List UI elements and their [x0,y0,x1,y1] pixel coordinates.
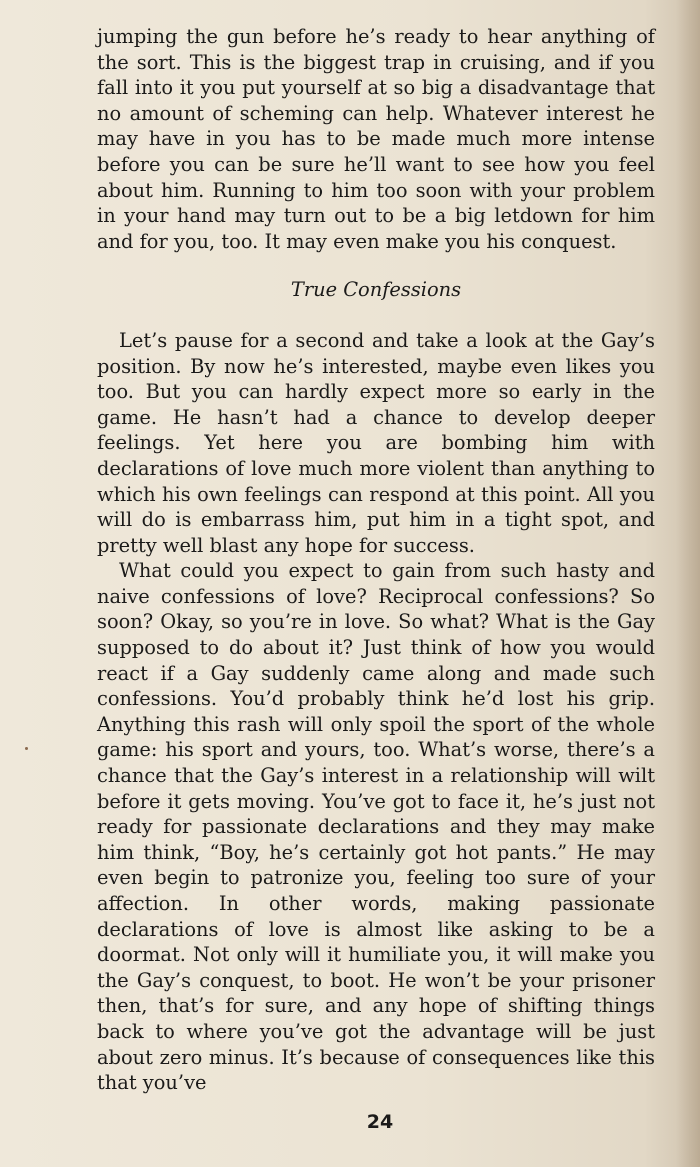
section-heading: True Confessions [290,278,462,302]
paragraph-continued: jumping the gun before he’s ready to hear anything of the sort. This is the biggest trap in cruising, and if you fall into it you put yourself at so big a disadvantage that no amount of scheming can help. Whatever interest he may have in you has to be made much more intense before you can be sure he’ll want to see how you feel about him. Running to him too soon with your problem in your hand may turn out to be a big letdown for him and for you, too. It may even make you his conquest. [97,25,655,253]
body-text [97,24,655,1096]
page-edge-shadow [676,0,700,1167]
page-number: 24 [366,1111,394,1133]
paper-speck [25,747,28,750]
paragraph: Let’s pause for a second and take a look at the Gay’s position. By now he’s interested, maybe even likes you too. But you can hardly expect more so early in the game. He hasn’t had a chance to develop deeper feelings. Yet here you are bombing him with declarations of love much more violent than anything to which his own feelings can respond at this point. All you will do is embarrass him, put him in a tight spot, and pretty well blast any hope for success. [97,328,655,557]
paragraph: What could you expect to gain from such hasty and naive confessions of love? Reciprocal confessions? So soon? Okay, so you’re in love. So what? What is the Gay supposed to do about it? Just think of how you would react if a Gay suddenly came along and made such confessions. You’d probably think he’d lost his grip. Anything this rash will only spoil the sport of the whole game: his sport and yours, too. What’s worse, there’s a chance that the Gay’s interest in a relationship will wilt before it gets moving. You’ve got to face it, he’s just not ready for passionate declarations and they may make him think, “Boy, he’s certainly got hot pants.” He may even begin to patronize you, feeling too sure of your affection. In other words, making passionate declarations of love is almost like asking to be a doormat. Not only will it humiliate you, it will make you the Gay’s conquest, to boot. He won’t be your prisoner then, that’s for sure, and any hope of shifting things back to where you’ve got the advantage will be just about zero minus. It’s because of consequences like this that you’ve [97,559,655,1095]
